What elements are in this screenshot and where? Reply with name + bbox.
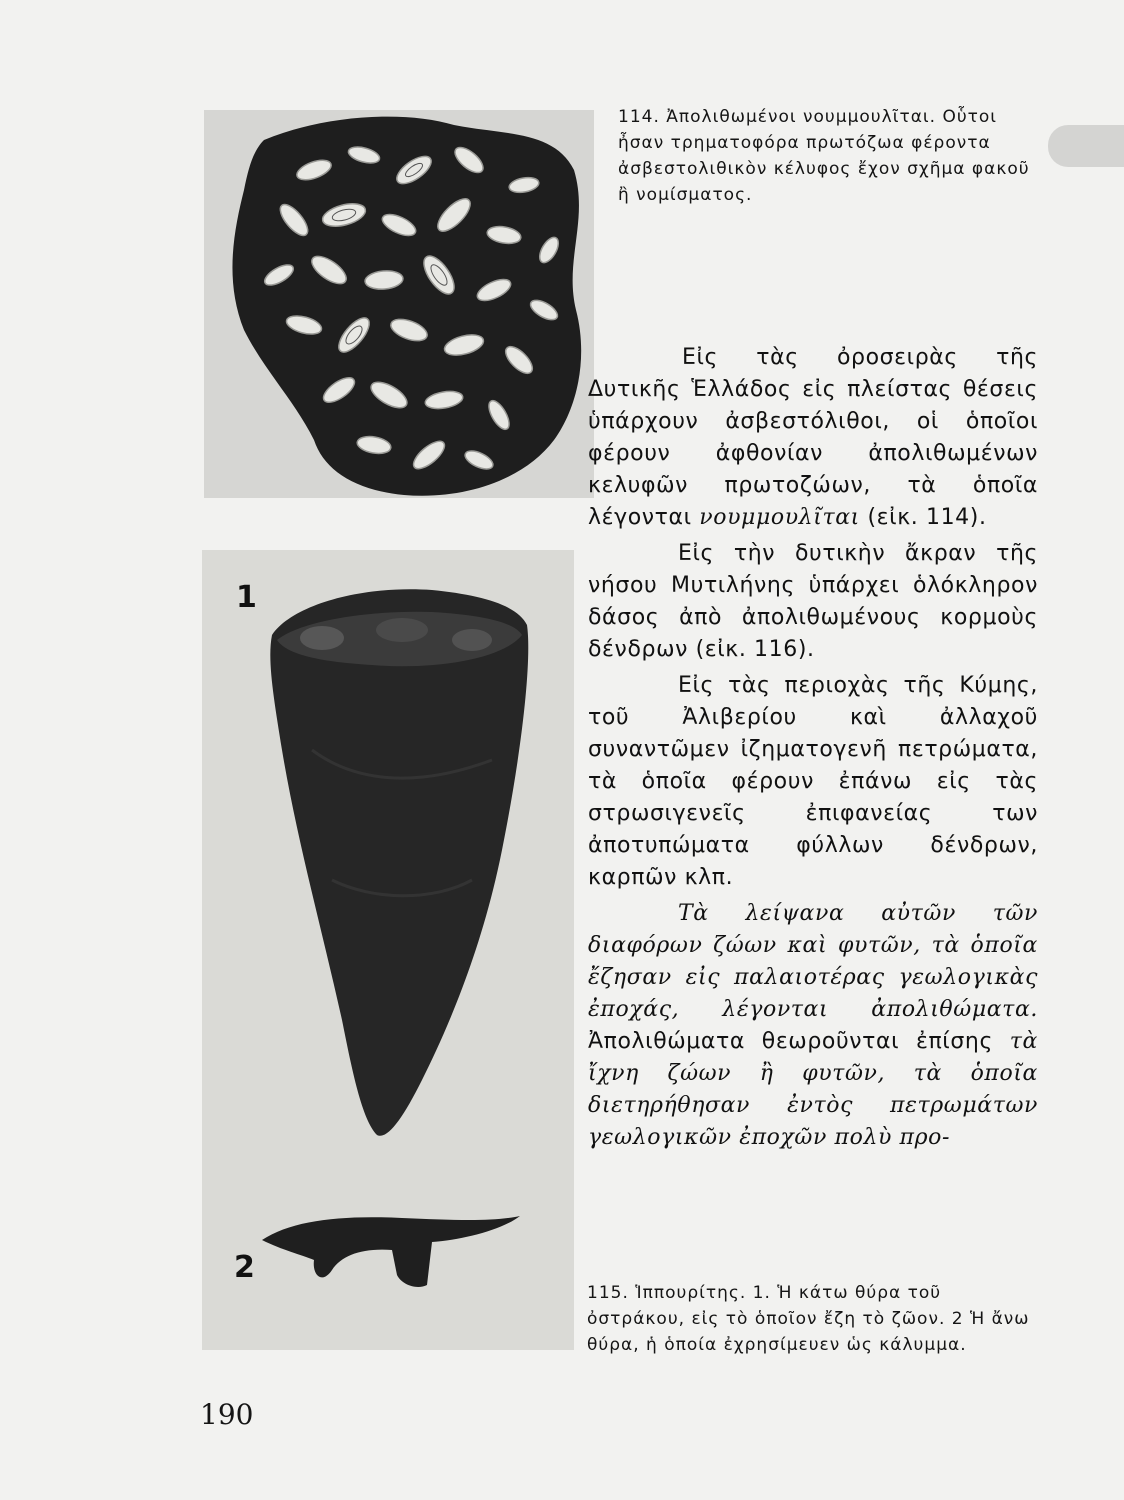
paragraph-4-italic-2: τὰ ἴχνη ζώων ἢ φυτῶν, τὰ ὁποῖα διετηρήθησαν ἐντὸς πετρωμάτων γεωλογικῶν ἐποχῶν πολὺ προ- [588, 1029, 1038, 1150]
paragraph-3: Εἰς τὰς περιοχὰς τῆς Κύμης, τοῦ Ἀλιβερίου καὶ ἀλλαχοῦ συναντῶμεν ἰζηματογενῆ πετρώματα, τὰ ὁποῖα φέρουν ἐπάνω εἰς τὰς στρωσιγενεῖς ἐπιφανείας των ἀποτυπώματα φύλλων δένδρων, καρπῶν κλπ. [588, 673, 1038, 890]
figure-114-caption [618, 104, 1038, 208]
nummulite-fossil-illustration [204, 110, 594, 498]
figure-115-label-1: 1 [236, 580, 257, 615]
hippurite-photo [202, 550, 574, 1350]
page-number: 190 [200, 1398, 254, 1431]
paragraph-2: Εἰς τὴν δυτικὴν ἄκραν τῆς νήσου Μυτιλήνης ὑπάρχει ὁλόκληρον δάσος ἀπὸ ἀπολιθωμένους κορμοὺς δένδρων (εἰκ. 116). [588, 541, 1038, 662]
bleed-through-tab [1048, 125, 1124, 167]
paragraph-1-ref: (εἰκ. 114). [867, 505, 987, 530]
paragraph-4-text: Ἀπολιθώματα θεωροῦνται ἐπίσης [588, 1029, 993, 1054]
figure-115-caption-text: Ἱππουρίτης. 1. Ἡ κάτω θύρα τοῦ ὀστράκου, εἰς τὸ ὁποῖον ἔζη τὸ ζῶον. 2 Ἡ ἄνω θύρα, ἡ ὁποία ἐχρησίμευεν ὡς κάλυμμα. [587, 1283, 1030, 1355]
hippurite-fossil-illustration [202, 550, 574, 1350]
figure-115-caption [587, 1280, 1037, 1358]
figure-114-number: 114. [618, 107, 660, 127]
figure-114-caption-text: Ἀπολιθωμένοι νουμμουλῖται. Οὗτοι ἦσαν τρηματοφόρα πρωτόζωα φέροντα ἀσβεστολιθικὸν κέλυφος ἔχον σχῆμα φακοῦ ἢ νομίσματος. [618, 107, 1030, 205]
paragraph-1-italic: νουμμουλῖται [699, 505, 860, 530]
paragraph-1-text: Εἰς τὰς ὀροσειρὰς τῆς Δυτικῆς Ἑλλάδος εἰς πλείστας θέσεις ὑπάρχουν ἀσβεστόλιθοι, οἱ ὁποῖοι φέρουν ἀφθονίαν ἀπολιθωμένων κελυφῶν πρωτοζώων, τὰ ὁποῖα λέγονται [588, 345, 1038, 530]
body-text [588, 342, 1038, 1158]
paragraph-1 [588, 342, 1038, 534]
nummulite-photo [204, 110, 594, 498]
paragraph-4-italic: Τὰ λείψανα αὐτῶν τῶν διαφόρων ζώων καὶ φυτῶν, τὰ ὁποῖα ἔζησαν εἰς παλαιοτέρας γεωλογικὰς ἐποχάς, λέγονται ἀπολιθώματα. [588, 901, 1038, 1022]
paragraph-4 [588, 898, 1038, 1154]
figure-115-label-2: 2 [234, 1250, 255, 1285]
figure-115-number: 115. [587, 1283, 629, 1303]
